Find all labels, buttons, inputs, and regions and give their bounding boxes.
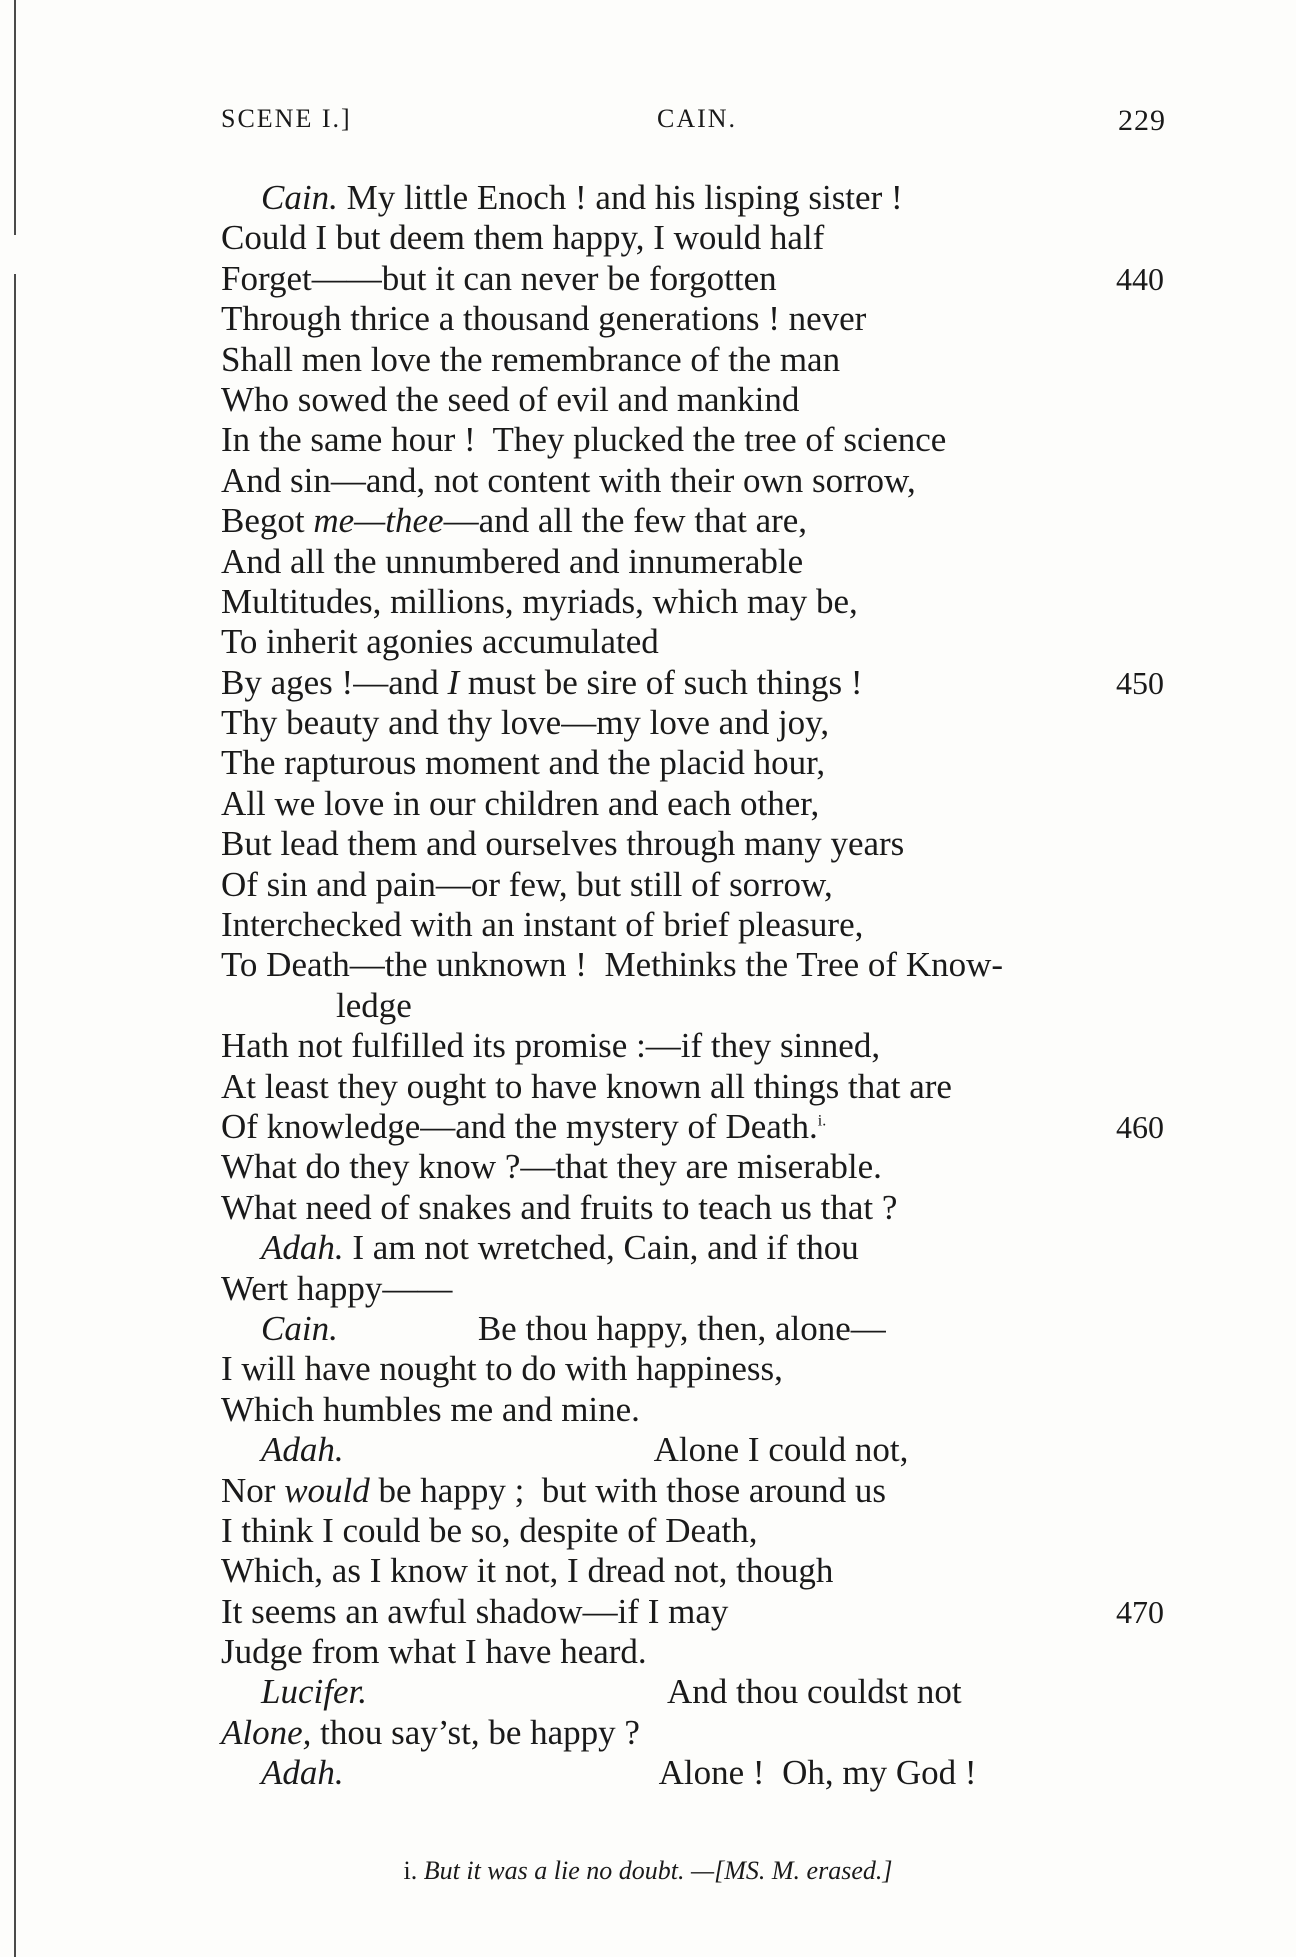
line-text: Through thrice a thousand generations ! never: [221, 299, 867, 339]
verse-line: [221, 663, 1181, 703]
verse-line: [221, 1551, 1181, 1591]
header-scene: SCENE I.]: [221, 104, 352, 133]
line-text: At least they ought to have known all things that are: [221, 1066, 952, 1106]
verse-line: [221, 218, 1181, 258]
verse-line: [221, 299, 1181, 339]
verse-line: [221, 1390, 1181, 1430]
verse-line: [221, 501, 1181, 541]
verse-line: [221, 622, 1181, 662]
line-text: Which humbles me and mine.: [221, 1389, 640, 1429]
footnote: [0, 1856, 1296, 1886]
line-text: —and all the few that are,: [443, 501, 808, 541]
page-binding-edge: [14, 0, 16, 1957]
line-text: Wert happy——: [221, 1268, 453, 1308]
verse-line: [221, 1269, 1181, 1309]
line-text: All we love in our children and each other,: [221, 783, 820, 823]
line-text: ledge: [336, 985, 412, 1025]
line-text: To Death—the unknown ! Methinks the Tree of Know-: [221, 945, 1004, 985]
verse-line: [221, 1026, 1181, 1066]
verse-line: [221, 1430, 1181, 1470]
line-text: What do they know ?—that they are miserable.: [221, 1147, 882, 1187]
verse-body: [221, 178, 1181, 1794]
verse-line: [221, 582, 1181, 622]
verse-line: [221, 1672, 1181, 1712]
footnote-number: i.: [403, 1856, 418, 1885]
speaker-name: Adah.: [261, 1430, 344, 1470]
header-title: CAIN.: [657, 104, 738, 133]
line-text: What need of snakes and fruits to teach us that ?: [221, 1187, 898, 1227]
verse-line: [221, 380, 1181, 420]
verse-line: [221, 259, 1181, 299]
line-text: be happy ; but with those around us: [369, 1470, 886, 1510]
speaker-name: Cain.: [261, 178, 338, 217]
verse-line: [221, 420, 1181, 460]
verse-line: [221, 1592, 1181, 1632]
footnote-text: But it was a lie no doubt.: [423, 1856, 685, 1885]
footnote-mark: i.: [817, 1112, 827, 1130]
line-text: Be thou happy, then, alone—: [477, 1308, 886, 1348]
footnote-source: —[MS. M. erased.]: [690, 1856, 893, 1885]
line-text: Of sin and pain—or few, but still of sorrow,: [221, 864, 833, 904]
line-text: Which, as I know it not, I dread not, though: [221, 1551, 834, 1591]
line-text: The rapturous moment and the placid hour,: [221, 743, 826, 783]
line-text: thou say’st, be happy ?: [311, 1712, 640, 1752]
line-text: Who sowed the seed of evil and mankind: [221, 379, 800, 419]
verse-line: [221, 461, 1181, 501]
line-text: And all the unnumbered and innumerable: [221, 541, 804, 581]
line-number: 450: [1116, 664, 1164, 701]
line-text: And thou couldst not: [666, 1672, 962, 1712]
line-emphasis: I: [447, 662, 460, 702]
line-text: Thy beauty and thy love—my love and joy,: [221, 703, 830, 743]
verse-line: [221, 1753, 1181, 1793]
verse-line: [221, 1188, 1181, 1228]
line-text: Interchecked with an instant of brief pleasure,: [221, 905, 864, 945]
speaker-name: Adah.: [261, 1753, 344, 1793]
speaker-name: Adah.: [261, 1228, 344, 1268]
line-text: Of knowledge—and the mystery of Death.: [221, 1106, 818, 1146]
line-text: To inherit agonies accumulated: [221, 622, 659, 662]
verse-line: [221, 1309, 1181, 1349]
line-number: 470: [1116, 1593, 1164, 1630]
line-emphasis: would: [284, 1470, 370, 1510]
verse-line: [221, 1511, 1181, 1551]
line-text-pre: By ages !—and: [221, 662, 448, 702]
line-text: Could I but deem them happy, I would half: [221, 218, 825, 258]
verse-line: [221, 945, 1181, 985]
line-text: I am not wretched, Cain, and if thou: [343, 1228, 859, 1268]
verse-line: [221, 1713, 1181, 1753]
line-text: Shall men love the remembrance of the man: [221, 339, 841, 379]
line-text: Forget——but it can never be forgotten: [221, 258, 777, 298]
verse-line: [221, 986, 1181, 1026]
verse-line: [221, 1349, 1181, 1389]
verse-line: [221, 1147, 1181, 1187]
line-text: must be sire of such things !: [459, 662, 863, 702]
line-text: Multitudes, millions, myriads, which may be,: [221, 581, 858, 621]
line-text-pre: Begot: [221, 501, 314, 541]
line-text: Judge from what I have heard.: [221, 1632, 647, 1672]
line-text: I think I could be so, despite of Death,: [221, 1510, 758, 1550]
verse-line: [221, 178, 1181, 218]
verse-line: [221, 865, 1181, 905]
verse-line: [221, 703, 1181, 743]
verse-line: [221, 1107, 1181, 1147]
verse-line: [221, 542, 1181, 582]
line-text: Hath not fulfilled its promise :—if they sinned,: [221, 1026, 881, 1066]
line-text-pre: Nor: [221, 1470, 285, 1510]
line-number: 440: [1116, 260, 1164, 297]
line-text: And sin—and, not content with their own sorrow,: [221, 460, 916, 500]
verse-line: [221, 743, 1181, 783]
verse-line: [221, 824, 1181, 864]
verse-line: [221, 905, 1181, 945]
line-text: In the same hour ! They plucked the tree of science: [221, 420, 947, 460]
line-text: I will have nought to do with happiness,: [221, 1349, 783, 1389]
verse-line: [221, 784, 1181, 824]
speaker-name: Cain.: [261, 1308, 338, 1348]
line-text: My little Enoch ! and his lisping sister !: [337, 178, 903, 217]
verse-line: [221, 1067, 1181, 1107]
verse-line: [221, 1632, 1181, 1672]
verse-line: [221, 1471, 1181, 1511]
verse-line: [221, 340, 1181, 380]
running-header: [221, 104, 1166, 144]
line-emphasis: me—thee: [313, 501, 444, 541]
page-number: 229: [1118, 104, 1166, 137]
speaker-name: Lucifer.: [261, 1672, 367, 1712]
verse-line: [221, 1228, 1181, 1268]
line-number: 460: [1116, 1108, 1164, 1145]
line-emphasis: Alone,: [221, 1712, 312, 1752]
line-text: It seems an awful shadow—if I may: [221, 1591, 729, 1631]
line-text: But lead them and ourselves through many years: [221, 824, 905, 864]
line-text: Alone ! Oh, my God !: [658, 1753, 977, 1793]
line-text: Alone I could not,: [653, 1430, 909, 1470]
